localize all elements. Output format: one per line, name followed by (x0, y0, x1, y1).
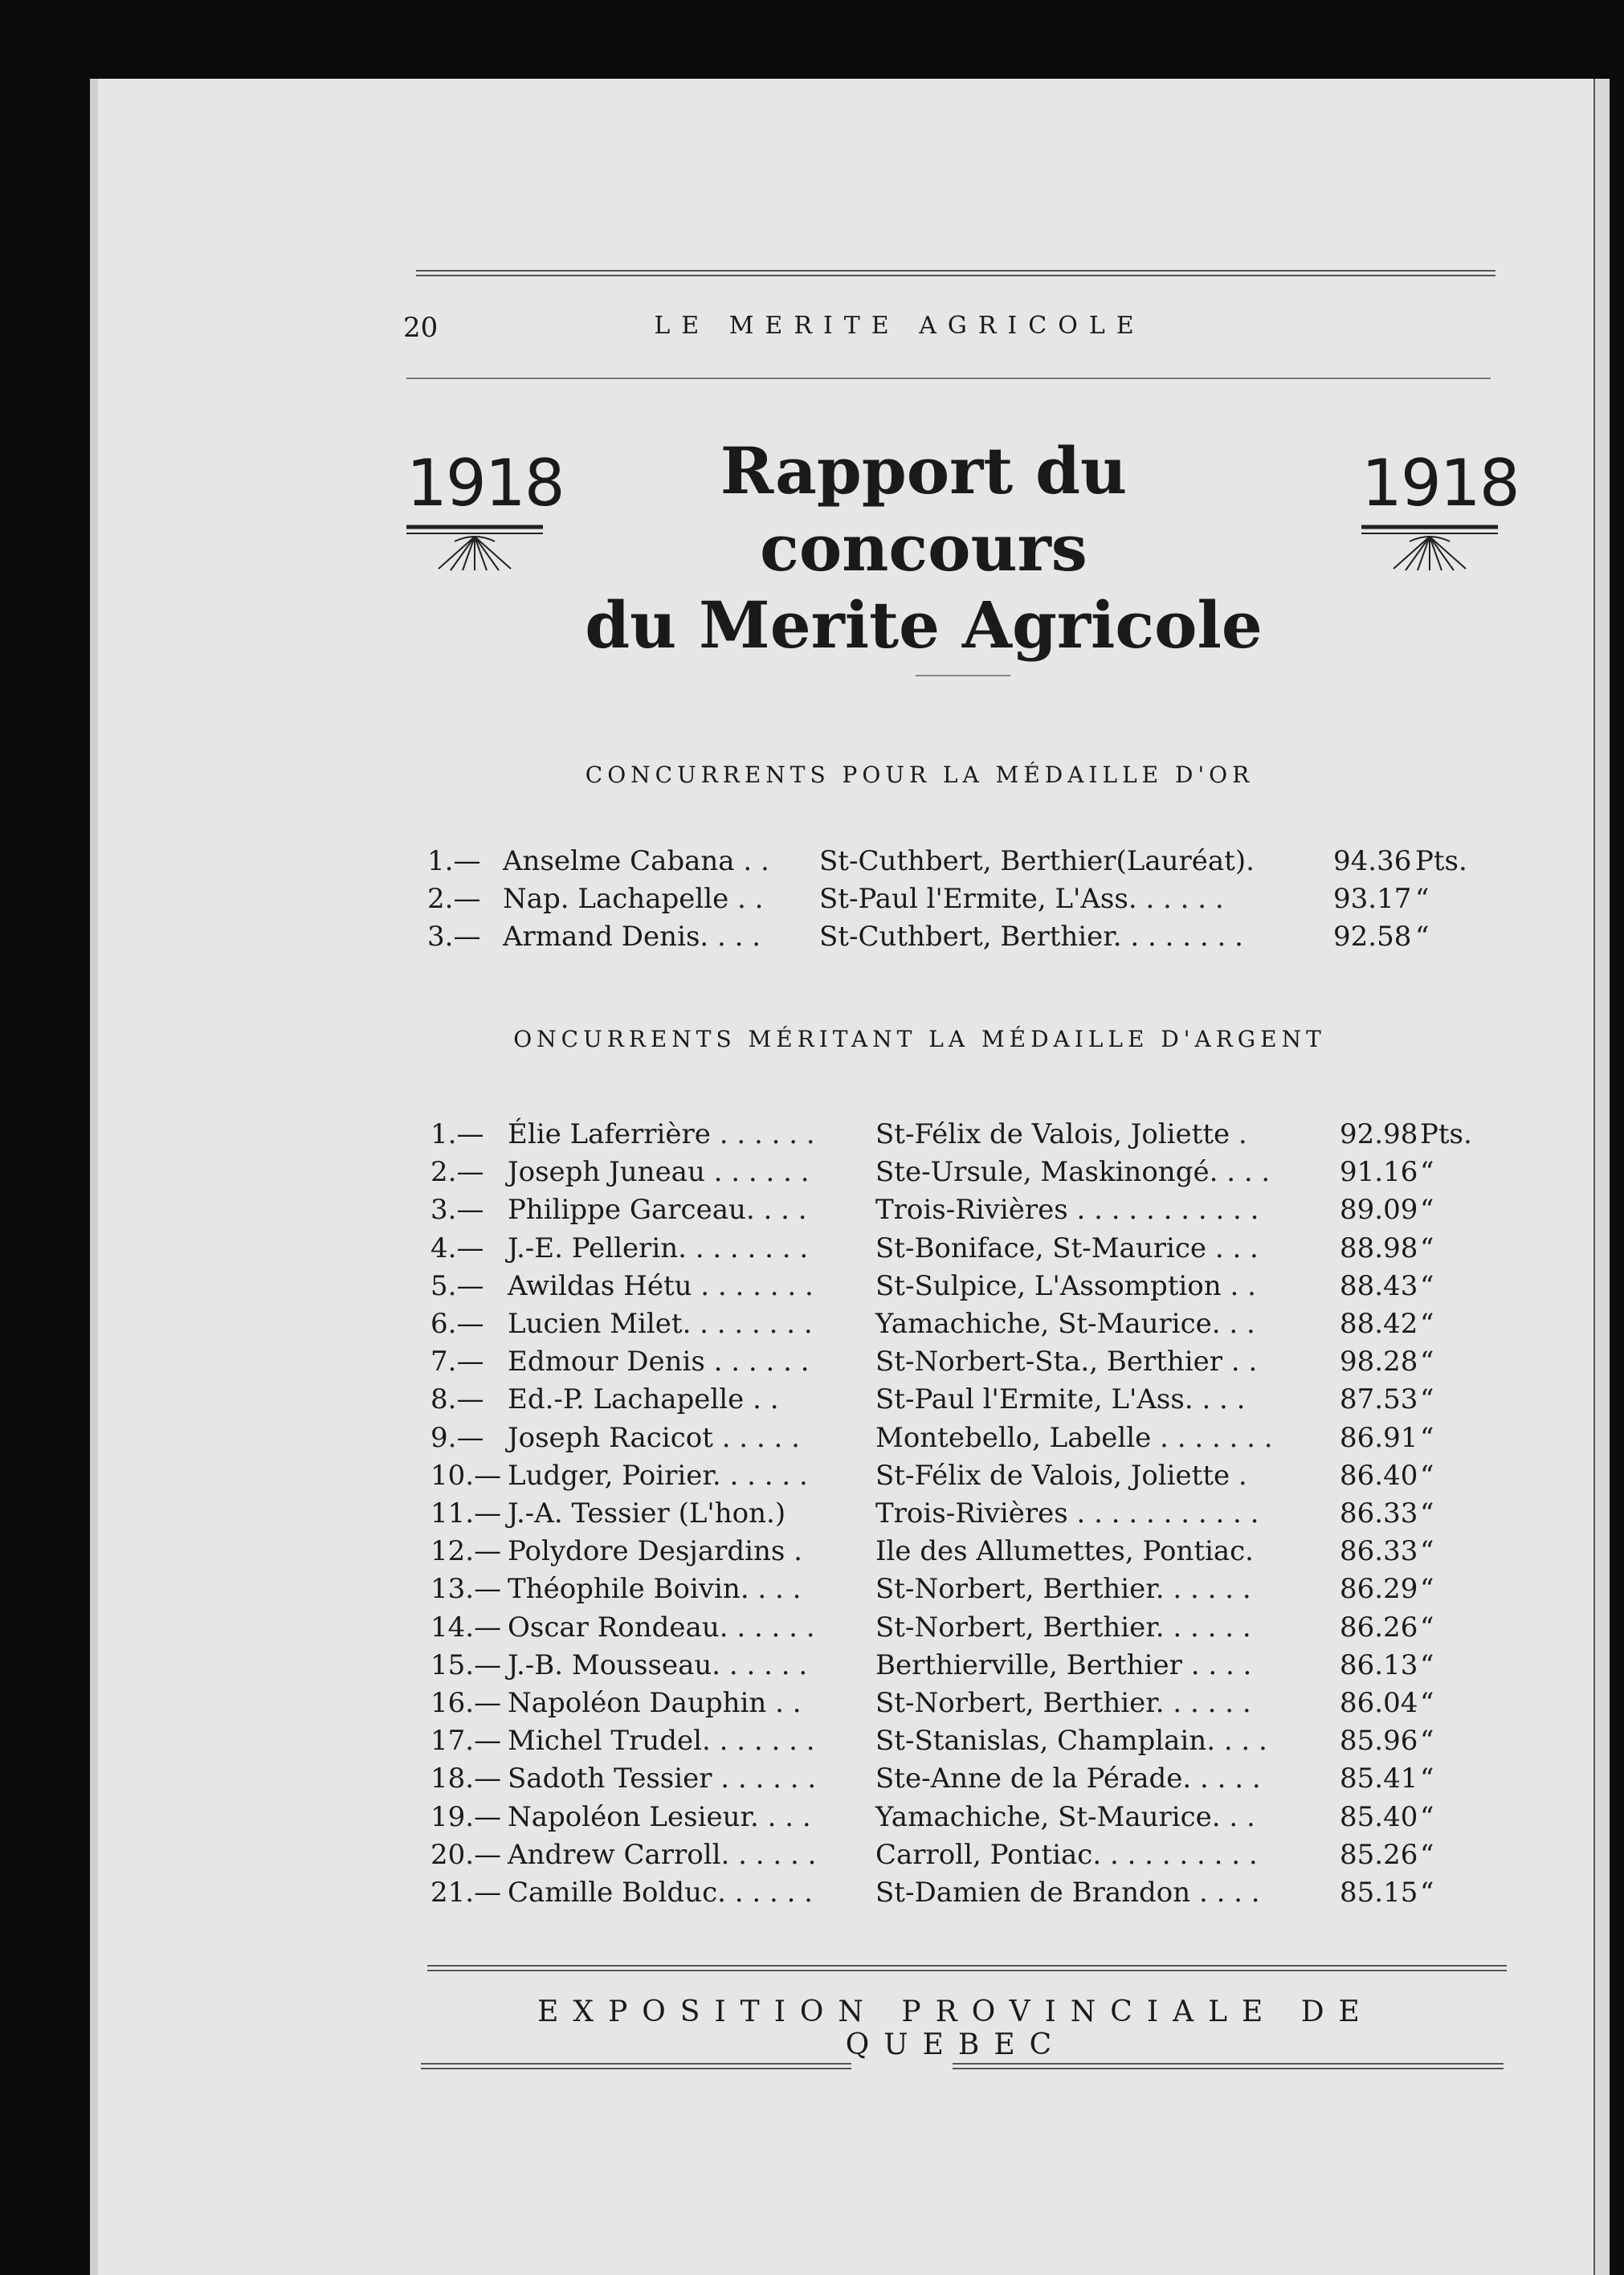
entry-name: Lucien Milet. . . . . . . . (508, 1308, 813, 1340)
entry-number: 15.— (430, 1648, 502, 1681)
list-item (0, 1801, 1510, 1838)
list-item (0, 1270, 1510, 1307)
entry-score: 98.28 (1340, 1346, 1418, 1378)
entry-place: St-Cuthbert, Berthier(Lauréat). (819, 845, 1255, 877)
entry-name: Camille Bolduc. . . . . . (508, 1877, 813, 1909)
entry-number: 16.— (430, 1687, 502, 1719)
entry-place: St-Paul l'Ermite, L'Ass. . . . (875, 1383, 1246, 1416)
entry-name: Ludger, Poirier. . . . . . (508, 1459, 808, 1492)
entry-number: 21.— (430, 1877, 502, 1909)
entry-score: 91.16 (1340, 1156, 1418, 1189)
entry-unit: “ (1420, 1421, 1434, 1454)
list-item (0, 1762, 1510, 1799)
entry-unit: “ (1420, 1308, 1434, 1340)
list-item (0, 1877, 1510, 1914)
entry-unit: “ (1420, 1383, 1434, 1416)
entry-place: St-Norbert-Sta., Berthier . . (875, 1346, 1258, 1378)
entry-name: Philippe Garceau. . . . (508, 1194, 807, 1227)
entry-place: Carroll, Pontiac. . . . . . . . . . (875, 1838, 1258, 1871)
entry-unit: “ (1420, 1535, 1434, 1568)
entry-score: 88.98 (1340, 1231, 1418, 1264)
footer-top-rule (427, 1965, 1507, 1971)
entry-place: Ste-Anne de la Pérade. . . . . (875, 1762, 1261, 1795)
list-item (0, 1649, 1510, 1686)
entry-name: Joseph Racicot . . . . . (508, 1421, 800, 1454)
entry-place: St-Sulpice, L'Assomption . . (875, 1269, 1256, 1302)
list-item (0, 1232, 1510, 1269)
entry-score: 93.17 (1333, 883, 1412, 915)
entry-place: St-Norbert, Berthier. . . . . . (875, 1687, 1251, 1719)
entry-score: 88.43 (1340, 1269, 1418, 1302)
list-item (0, 1725, 1510, 1762)
entry-name: J.-A. Tessier (L'hon.) (508, 1497, 786, 1530)
entry-name: Andrew Carroll. . . . . . (508, 1838, 817, 1871)
entry-place: St-Norbert, Berthier. . . . . . (875, 1611, 1251, 1644)
entry-score: 94.36 (1333, 845, 1412, 877)
title-divider (916, 675, 1010, 676)
footer-left-rule (421, 2063, 851, 2069)
entry-score: 86.40 (1340, 1459, 1418, 1492)
header-top-rule (416, 270, 1495, 276)
entry-place: Yamachiche, St-Maurice. . . (875, 1800, 1255, 1833)
list-item (0, 1194, 1510, 1231)
entry-place: St-Félix de Valois, Joliette . (875, 1118, 1247, 1150)
entry-name: J.-E. Pellerin. . . . . . . . (508, 1231, 809, 1264)
footer-right-rule (953, 2063, 1504, 2069)
entry-unit: Pts. (1415, 845, 1467, 877)
entry-score: 88.42 (1340, 1308, 1418, 1340)
entry-name: Anselme Cabana . . (503, 845, 769, 877)
list-item (0, 1422, 1510, 1459)
list-item (0, 1611, 1510, 1648)
entry-unit: “ (1420, 1800, 1434, 1833)
entry-place: St-Norbert, Berthier. . . . . . (875, 1573, 1251, 1606)
entry-number: 3.— (427, 921, 481, 953)
entry-score: 86.33 (1340, 1535, 1418, 1568)
page-edge (1593, 79, 1610, 2275)
entry-name: J.-B. Mousseau. . . . . . (508, 1648, 808, 1681)
entry-score: 92.98 (1340, 1118, 1418, 1150)
entry-unit: “ (1420, 1194, 1434, 1227)
entry-score: 87.53 (1340, 1383, 1418, 1416)
entry-unit: “ (1420, 1762, 1434, 1795)
entry-name: Théophile Boivin. . . . (508, 1573, 802, 1606)
entry-number: 18.— (430, 1762, 502, 1795)
entry-number: 12.— (430, 1535, 502, 1568)
entry-score: 86.13 (1340, 1648, 1418, 1681)
entry-number: 4.— (430, 1231, 484, 1264)
entry-score: 85.15 (1340, 1877, 1418, 1909)
list-item (0, 1346, 1510, 1383)
entry-unit: “ (1420, 1687, 1434, 1719)
page-number: 20 (403, 312, 439, 344)
entry-number: 1.— (430, 1118, 484, 1150)
entry-number: 19.— (430, 1800, 502, 1833)
entry-unit: “ (1420, 1648, 1434, 1681)
entry-unit: “ (1415, 883, 1430, 915)
year-ornament-left-icon (406, 524, 543, 572)
entry-place: St-Paul l'Ermite, L'Ass. . . . . . (819, 883, 1224, 915)
entry-name: Oscar Rondeau. . . . . . (508, 1611, 815, 1644)
footer-text: EXPOSITION PROVINCIALE DE QUEBEC (537, 1995, 1374, 2061)
entry-score: 92.58 (1333, 921, 1412, 953)
entry-place: St-Stanislas, Champlain. . . . (875, 1725, 1267, 1758)
entry-score: 85.40 (1340, 1800, 1418, 1833)
gold-heading: CONCURRENTS POUR LA MÉDAILLE D'OR (585, 762, 1255, 788)
title-line-1: Rapport du concours (720, 433, 1128, 586)
entry-number: 2.— (427, 883, 481, 915)
list-item (0, 1497, 1510, 1534)
running-head: LE MERITE AGRICOLE (654, 312, 1145, 340)
entry-place: Yamachiche, St-Maurice. . . (875, 1308, 1255, 1340)
entry-number: 10.— (430, 1459, 502, 1492)
entry-name: Joseph Juneau . . . . . . (508, 1156, 810, 1189)
list-item (0, 1460, 1510, 1497)
entry-number: 20.— (430, 1838, 502, 1871)
entry-unit: “ (1420, 1459, 1434, 1492)
entry-unit: “ (1420, 1269, 1434, 1302)
entry-unit: “ (1420, 1877, 1434, 1909)
entry-number: 9.— (430, 1421, 484, 1454)
entry-place: St-Cuthbert, Berthier. . . . . . . . (819, 921, 1243, 953)
list-item (0, 1156, 1510, 1193)
entry-name: Edmour Denis . . . . . . (508, 1346, 810, 1378)
entry-unit: “ (1420, 1497, 1434, 1530)
entry-score: 85.41 (1340, 1762, 1418, 1795)
entry-score: 86.91 (1340, 1421, 1418, 1454)
entry-unit: “ (1420, 1611, 1434, 1644)
entry-number: 14.— (430, 1611, 502, 1644)
list-item (0, 1535, 1510, 1572)
entry-unit: “ (1420, 1231, 1434, 1264)
entry-name: Polydore Desjardins . (508, 1535, 802, 1568)
entry-unit: “ (1420, 1725, 1434, 1758)
entry-name: Élie Laferrière . . . . . . (508, 1118, 815, 1150)
entry-unit: “ (1415, 921, 1430, 953)
year-ornament-right-icon (1361, 524, 1498, 572)
entry-place: Montebello, Labelle . . . . . . . (875, 1421, 1273, 1454)
entry-score: 86.04 (1340, 1687, 1418, 1719)
entry-score: 86.33 (1340, 1497, 1418, 1530)
entry-name: Napoléon Dauphin . . (508, 1687, 802, 1719)
list-item (0, 1839, 1510, 1876)
entry-number: 17.— (430, 1725, 502, 1758)
entry-number: 1.— (427, 845, 481, 877)
list-item (0, 1687, 1510, 1724)
list-item (0, 883, 1510, 920)
entry-name: Napoléon Lesieur. . . . (508, 1800, 811, 1833)
entry-score: 86.29 (1340, 1573, 1418, 1606)
entry-name: Nap. Lachapelle . . (503, 883, 764, 915)
entry-unit: “ (1420, 1573, 1434, 1606)
list-item (0, 921, 1510, 958)
year-right: 1918 (1361, 446, 1519, 521)
entry-name: Michel Trudel. . . . . . . (508, 1725, 815, 1758)
entry-place: Berthierville, Berthier . . . . (875, 1648, 1252, 1681)
entry-unit: “ (1420, 1838, 1434, 1871)
entry-score: 86.26 (1340, 1611, 1418, 1644)
entry-unit: Pts. (1420, 1118, 1472, 1150)
list-item (0, 1308, 1510, 1345)
entry-number: 13.— (430, 1573, 502, 1606)
entry-number: 6.— (430, 1308, 484, 1340)
entry-score: 89.09 (1340, 1194, 1418, 1227)
list-item (0, 845, 1510, 882)
entry-number: 8.— (430, 1383, 484, 1416)
entry-place: Trois-Rivières . . . . . . . . . . . (875, 1497, 1259, 1530)
entry-place: Trois-Rivières . . . . . . . . . . . (875, 1194, 1259, 1227)
entry-score: 85.26 (1340, 1838, 1418, 1871)
entry-unit: “ (1420, 1346, 1434, 1378)
entry-place: St-Damien de Brandon . . . . (875, 1877, 1260, 1909)
silver-heading: ONCURRENTS MÉRITANT LA MÉDAILLE D'ARGENT (513, 1026, 1326, 1052)
entry-place: Ile des Allumettes, Pontiac. (875, 1535, 1254, 1568)
list-item (0, 1383, 1510, 1420)
entry-place: St-Boniface, St-Maurice . . . (875, 1231, 1259, 1264)
year-left: 1918 (406, 446, 564, 521)
entry-place: Ste-Ursule, Maskinongé. . . . (875, 1156, 1271, 1189)
entry-number: 2.— (430, 1156, 484, 1189)
entry-name: Awildas Hétu . . . . . . . (508, 1269, 814, 1302)
entry-score: 85.96 (1340, 1725, 1418, 1758)
entry-unit: “ (1420, 1156, 1434, 1189)
list-item (0, 1118, 1510, 1155)
entry-name: Ed.-P. Lachapelle . . (508, 1383, 779, 1416)
entry-number: 11.— (430, 1497, 502, 1530)
list-item (0, 1573, 1510, 1610)
entry-number: 3.— (430, 1194, 484, 1227)
entry-place: St-Félix de Valois, Joliette . (875, 1459, 1247, 1492)
report-title (554, 432, 1293, 664)
entry-number: 7.— (430, 1346, 484, 1378)
entry-name: Armand Denis. . . . (503, 921, 761, 953)
header-bottom-rule (406, 378, 1491, 379)
entry-number: 5.— (430, 1269, 484, 1302)
title-line-2: du Merite Agricole (585, 587, 1263, 663)
entry-name: Sadoth Tessier . . . . . . (508, 1762, 817, 1795)
